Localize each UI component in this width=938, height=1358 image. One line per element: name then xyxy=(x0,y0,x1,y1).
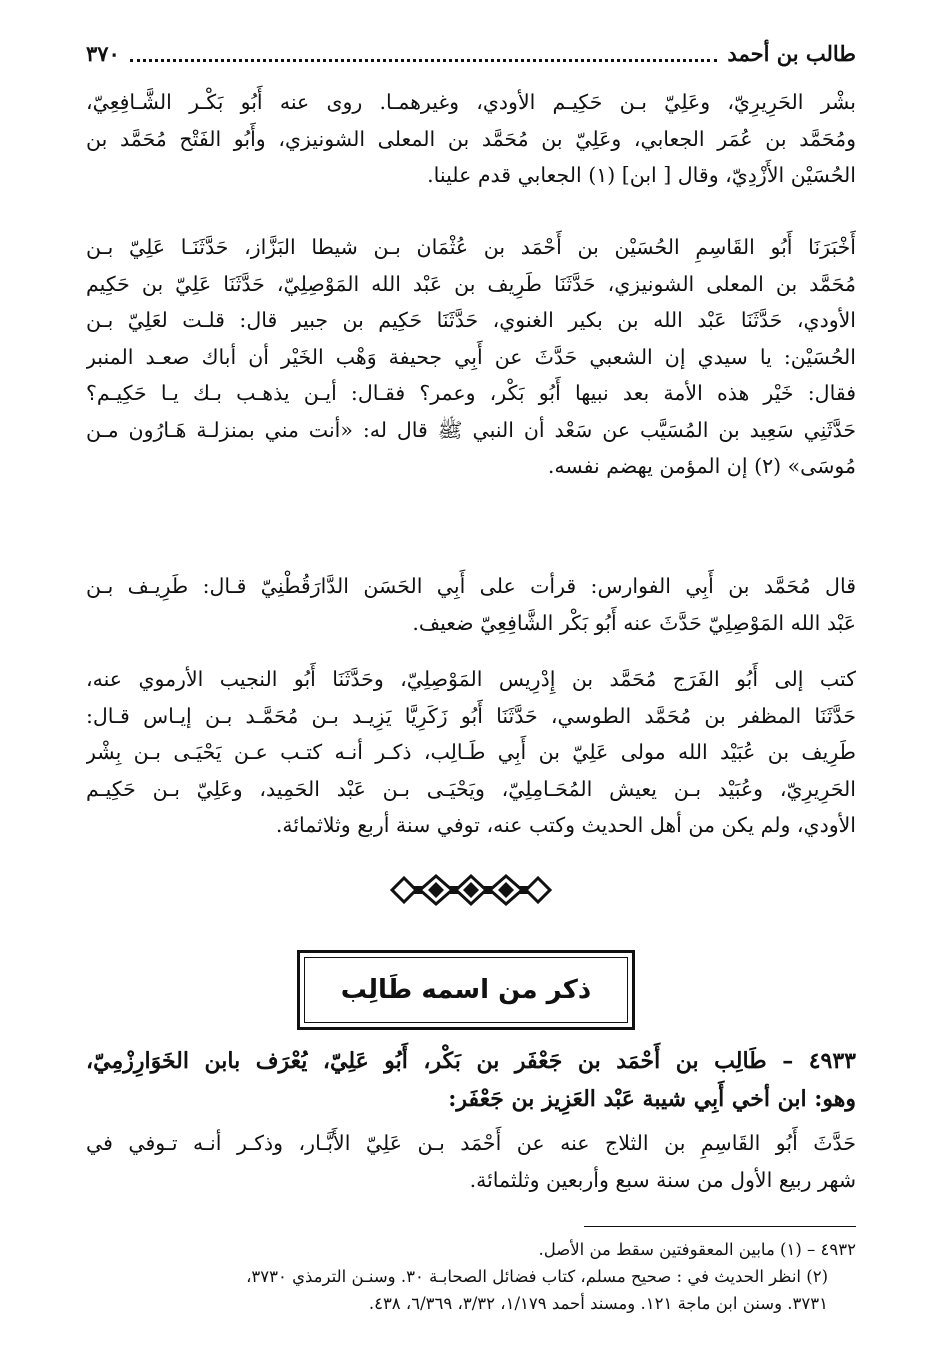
section-divider-ornament xyxy=(86,870,856,910)
biography-entry xyxy=(86,1042,856,1118)
paragraph-2 xyxy=(86,229,856,485)
section-heading: ذكر من اسمه طَالِب xyxy=(304,957,628,1023)
entry-heading-line: وهو: ابن أخي أَبِي شيبة عَبْد العَزِيز بن جَعْفَر: xyxy=(448,1086,856,1112)
text-line: حَدَّثَنَا المظفر بن مُحَمَّد الطوسي، حَدَّثَنَا أَبُو زَكَرِيَّا يَزِيـد بـن مُحَمَّـد بـن إيـاس قـال: xyxy=(86,703,856,728)
paragraph-1 xyxy=(86,84,856,194)
running-header xyxy=(86,36,856,70)
text-line: قال مُحَمَّد بن أَبِي الفوارس: قرأت على أَبِي الحَسَن الدَّارَقُطْنِيّ قـال: طَرِيـف بـن xyxy=(86,574,856,598)
entry-body xyxy=(86,1125,856,1198)
footnotes xyxy=(86,1236,856,1317)
section-heading-box xyxy=(297,950,635,1030)
text-line: مُحَمَّد بن المعلى الشونيزي، حَدَّثَنَا طَرِيف بن عَبْد الله المَوْصِلِيّ، حَدَّثَنَا عَلِيّ بن حَكِيم xyxy=(86,271,856,296)
text-line: كتب إلى أَبُو الفَرَج مُحَمَّد بن إِدْرِيس المَوْصِلِيّ، وحَدَّثَنَا أَبُو النجيب الأرموي عنه، xyxy=(86,667,856,691)
text-line: الحُسَيْن: يا سيدي إن الشعبي حَدَّثَ عن أَبِي جحيفة وَهْب الخَيْر أن أباك صعـد المنبر xyxy=(86,344,856,369)
footnote: ٣٧٣١. وسنن ابن ماجة ١٢١. ومسند أحمد ١/١٧٩، ٣/٣٢، ٦/٣٦٩، ٤٣٨. xyxy=(368,1294,828,1313)
text-line: عَبْد الله المَوْصِلِيّ حَدَّثَ عنه أَبُو بَكْر الشَّافِعِيّ ضعيف. xyxy=(412,610,856,635)
footnote: (٢) انظر الحديث في : صحيح مسلم، كتاب فضائل الصحابـة ٣٠. وسنـن الترمذي ٣٧٣٠، xyxy=(246,1267,828,1286)
text-line: فقال: خَيْر هذه الأمة بعد نبيها أَبُو بَكْر، وعمر؟ فقـال: أيـن يذهـب بـك يـا حَكِيـم؟ xyxy=(86,381,856,405)
text-line: مُوسَى» (٢) إن المؤمن يهضم نفسه. xyxy=(547,454,856,478)
text-line: الأودي، ولم يكن من أهل الحديث وكتب عنه، توفي سنة أربع وثلاثمائة. xyxy=(275,813,856,837)
text-line: ومُحَمَّد بن عُمَر الجعابي، وعَلِيّ بن مُحَمَّد بن المعلى الشونيزي، وأَبُو الفَتْح مُحَمَّد بن xyxy=(86,126,856,151)
text-line: الحَرِيرِيّ، وعُبَيْد بـن يعيش المُحَـامِلِيّ، ويَحْيَـى بـن عَبْد الحَمِيد، وعَلِيّ بـن حَكِيـم xyxy=(86,776,856,801)
text-line: حَدَّثَنِي سَعِيد بن المُسَيَّب عن سَعْد أن النبي ﷺ قال له: «أنت مني بمنزلـة هَـارُون مـن xyxy=(86,417,856,442)
header-dotted-leader xyxy=(130,45,718,62)
text-line: الحُسَيْن الأَزْدِيّ، وقال [ ابن] (١) الجعابي قدم علينا. xyxy=(427,163,856,187)
paragraph-3 xyxy=(86,568,856,641)
footnote-separator xyxy=(584,1226,856,1227)
running-title: طالب بن أحمد xyxy=(727,40,856,66)
text-line: حَدَّثَ أَبُو القَاسِمِ بن الثلاج عنه عن أَحْمَد بـن عَلِيّ الأَبَّـار، وذكـر أنـه تـوفي في xyxy=(86,1131,856,1155)
book-page xyxy=(86,36,856,1336)
page-number: ٣٧٠ xyxy=(86,40,120,66)
text-line: بشْر الحَرِيرِيّ، وعَلِيّ بـن حَكِيـم الأودي، وغيرهمـا. روى عنه أَبُو بَكْـر الشَّـافِعِيّ، xyxy=(86,90,856,114)
entry-heading-line: ٤٩٣٣ – طَالِب بن أَحْمَد بن جَعْفَر بن بَكْر، أَبُو عَلِيّ، يُعْرَف بابن الخَوَارِزْمِيّ، xyxy=(86,1048,856,1074)
paragraph-4 xyxy=(86,661,856,844)
footnote: ٤٩٣٢ – (١) مابين المعقوفتين سقط من الأصل. xyxy=(538,1240,856,1259)
text-line: طَرِيف بن عُبَيْد الله مولى عَلِيّ بن أَبِي طَـالِب، ذكـر أنـه كتـب عـن يَحْيَـى بـن بِشْر xyxy=(86,740,856,764)
text-line: الأودي، حَدَّثَنَا عَبْد الله بن بكير الغنوي، حَدَّثَنَا حَكِيم بن جبير قال: قلـت لعَلِيّ بـن xyxy=(86,308,856,332)
text-line: أَخْبَرَنَا أَبُو القَاسِمِ الحُسَيْن بن أَحْمَد بن عُثْمَان بـن شيطا البَزَّاز، حَدَّثَنَـا عَلِيّ بـن xyxy=(86,235,856,259)
text-line: شهر ربيع الأول من سنة سبع وأربعين وثلثمائة. xyxy=(469,1167,856,1192)
ornament-icon xyxy=(386,870,556,910)
